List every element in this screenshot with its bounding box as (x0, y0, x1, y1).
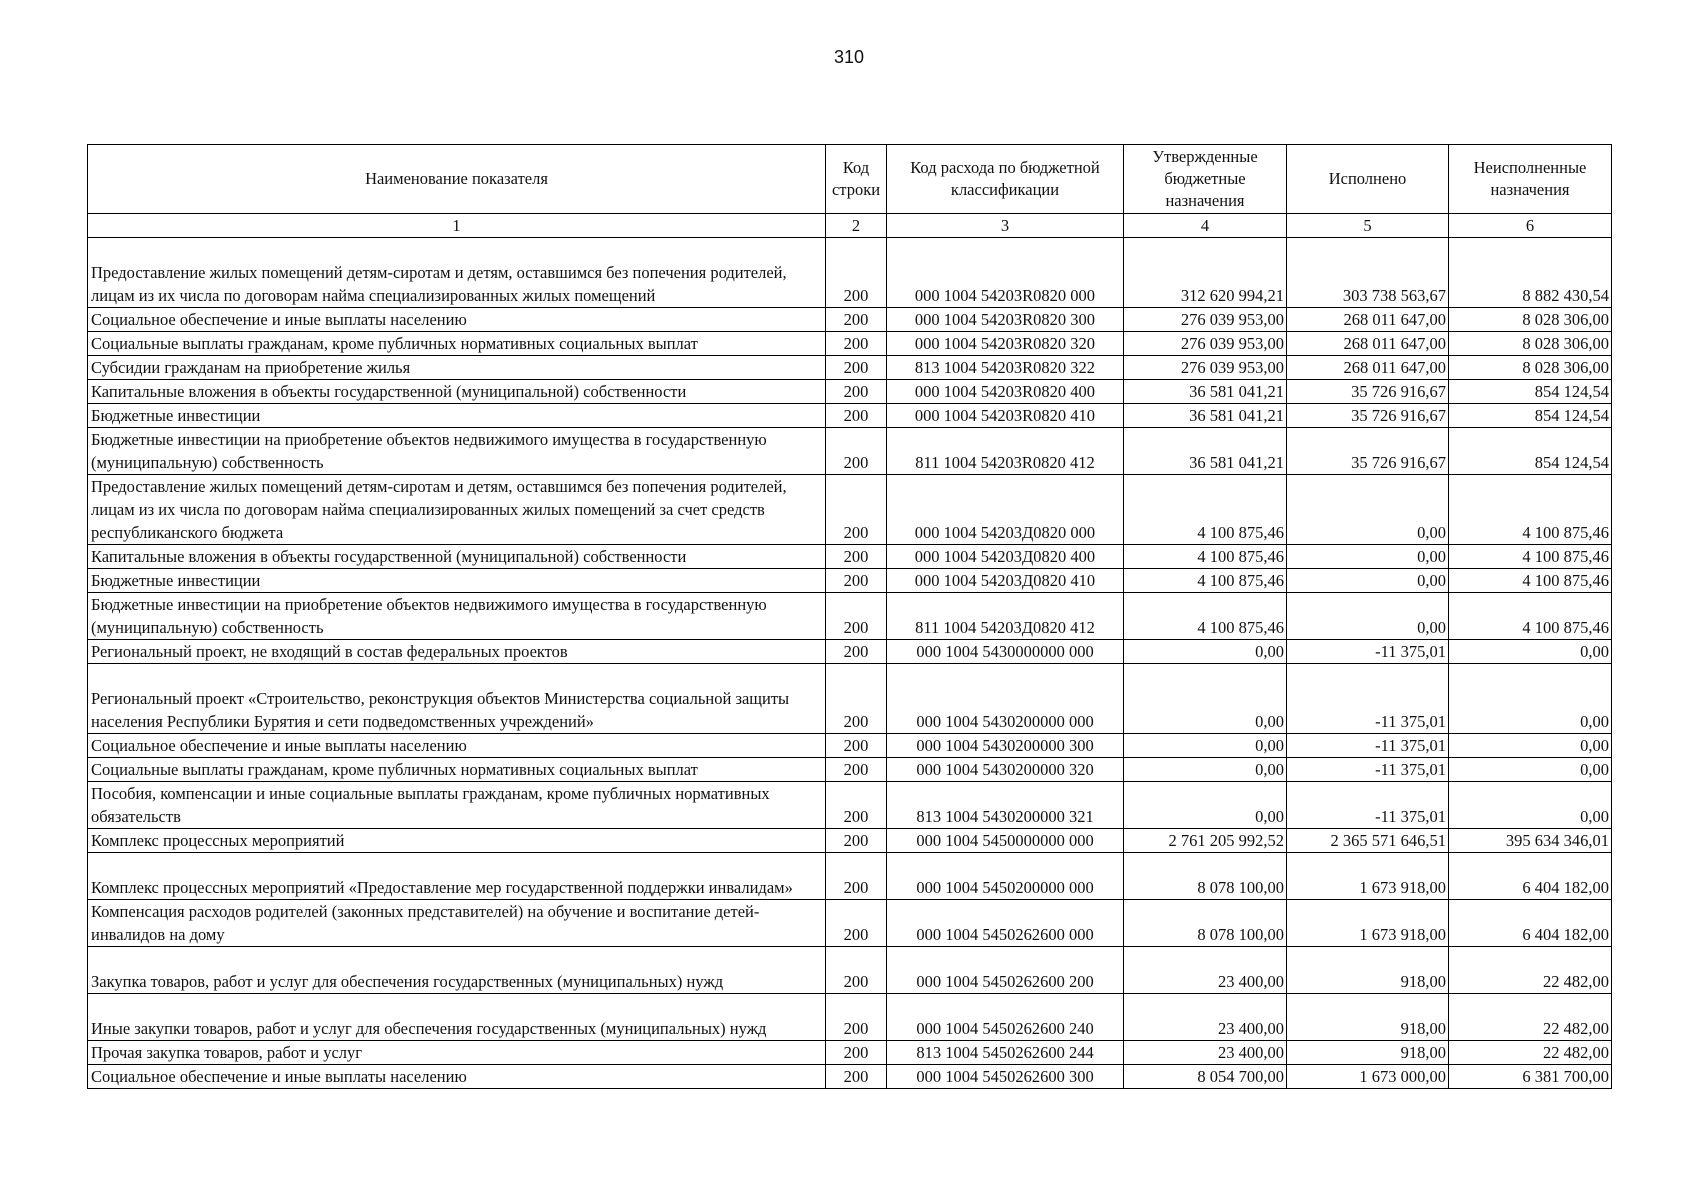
header-executed: Исполнено (1287, 145, 1449, 214)
row-approved: 276 039 953,00 (1124, 308, 1287, 332)
header-line-code: Код строки (826, 145, 887, 214)
row-line-code: 200 (826, 593, 887, 640)
row-remaining: 6 404 182,00 (1449, 853, 1612, 900)
row-kbk: 000 1004 5430000000 000 (887, 640, 1124, 664)
table-row (88, 380, 1612, 404)
row-remaining: 4 100 875,46 (1449, 475, 1612, 545)
row-line-code: 200 (826, 829, 887, 853)
column-number: 5 (1287, 214, 1449, 238)
row-name: Социальные выплаты гражданам, кроме публичных нормативных социальных выплат (88, 332, 826, 356)
row-approved: 8 054 700,00 (1124, 1065, 1287, 1089)
table-row (88, 569, 1612, 593)
row-approved: 276 039 953,00 (1124, 332, 1287, 356)
row-name: Пособия, компенсации и иные социальные выплаты гражданам, кроме публичных нормативных обязательств (88, 782, 826, 829)
row-executed: -11 375,01 (1287, 734, 1449, 758)
row-line-code: 200 (826, 569, 887, 593)
row-remaining: 0,00 (1449, 758, 1612, 782)
row-executed: 268 011 647,00 (1287, 308, 1449, 332)
row-approved: 8 078 100,00 (1124, 900, 1287, 947)
row-executed: 0,00 (1287, 569, 1449, 593)
row-name: Бюджетные инвестиции (88, 404, 826, 428)
row-kbk: 000 1004 54203R0820 320 (887, 332, 1124, 356)
row-kbk: 813 1004 5430200000 321 (887, 782, 1124, 829)
row-name: Социальное обеспечение и иные выплаты населению (88, 1065, 826, 1089)
row-executed: 303 738 563,67 (1287, 238, 1449, 308)
row-remaining: 22 482,00 (1449, 994, 1612, 1041)
row-approved: 4 100 875,46 (1124, 475, 1287, 545)
row-approved: 23 400,00 (1124, 994, 1287, 1041)
table-row (88, 782, 1612, 829)
row-line-code: 200 (826, 947, 887, 994)
table-row (88, 947, 1612, 994)
row-executed: 1 673 918,00 (1287, 853, 1449, 900)
row-executed: 0,00 (1287, 545, 1449, 569)
row-remaining: 22 482,00 (1449, 947, 1612, 994)
row-name: Комплекс процессных мероприятий «Предоставление мер государственной поддержки инвалидам» (88, 853, 826, 900)
table-row (88, 593, 1612, 640)
row-name: Предоставление жилых помещений детям-сиротам и детям, оставшимся без попечения родителей, лицам из их числа по договорам найма специализированных жилых помещений (88, 238, 826, 308)
row-line-code: 200 (826, 380, 887, 404)
row-name: Социальное обеспечение и иные выплаты населению (88, 308, 826, 332)
row-name: Капитальные вложения в объекты государственной (муниципальной) собственности (88, 545, 826, 569)
row-remaining: 0,00 (1449, 640, 1612, 664)
row-approved: 312 620 994,21 (1124, 238, 1287, 308)
row-executed: -11 375,01 (1287, 640, 1449, 664)
row-line-code: 200 (826, 782, 887, 829)
column-number: 6 (1449, 214, 1612, 238)
row-kbk: 000 1004 5450262600 200 (887, 947, 1124, 994)
row-line-code: 200 (826, 1041, 887, 1065)
row-approved: 0,00 (1124, 734, 1287, 758)
row-approved: 23 400,00 (1124, 947, 1287, 994)
row-line-code: 200 (826, 734, 887, 758)
row-approved: 4 100 875,46 (1124, 569, 1287, 593)
row-name: Социальное обеспечение и иные выплаты населению (88, 734, 826, 758)
row-executed: 35 726 916,67 (1287, 404, 1449, 428)
row-name: Капитальные вложения в объекты государственной (муниципальной) собственности (88, 380, 826, 404)
row-name: Субсидии гражданам на приобретение жилья (88, 356, 826, 380)
row-remaining: 0,00 (1449, 782, 1612, 829)
row-kbk: 000 1004 5430200000 320 (887, 758, 1124, 782)
row-approved: 276 039 953,00 (1124, 356, 1287, 380)
row-executed: 0,00 (1287, 475, 1449, 545)
row-approved: 2 761 205 992,52 (1124, 829, 1287, 853)
row-kbk: 000 1004 5450262600 000 (887, 900, 1124, 947)
row-kbk: 000 1004 5430200000 300 (887, 734, 1124, 758)
row-remaining: 395 634 346,01 (1449, 829, 1612, 853)
table-row (88, 308, 1612, 332)
table-row (88, 428, 1612, 475)
row-name: Компенсация расходов родителей (законных представителей) на обучение и воспитание детей-инвалидов на дому (88, 900, 826, 947)
table-row (88, 829, 1612, 853)
row-name: Предоставление жилых помещений детям-сиротам и детям, оставшимся без попечения родителей, лицам из их числа по договорам найма специализированных жилых помещений за счет средств республиканского бюджета (88, 475, 826, 545)
budget-execution-table (87, 144, 1612, 1089)
row-remaining: 854 124,54 (1449, 404, 1612, 428)
row-line-code: 200 (826, 900, 887, 947)
row-executed: 0,00 (1287, 593, 1449, 640)
table-row (88, 758, 1612, 782)
column-number: 4 (1124, 214, 1287, 238)
row-line-code: 200 (826, 664, 887, 734)
row-remaining: 8 028 306,00 (1449, 308, 1612, 332)
table-row (88, 332, 1612, 356)
row-approved: 4 100 875,46 (1124, 593, 1287, 640)
row-line-code: 200 (826, 1065, 887, 1089)
row-kbk: 000 1004 54203Д0820 000 (887, 475, 1124, 545)
table-row (88, 734, 1612, 758)
header-name: Наименование показателя (88, 145, 826, 214)
row-kbk: 000 1004 5450262600 240 (887, 994, 1124, 1041)
row-name: Бюджетные инвестиции (88, 569, 826, 593)
row-approved: 23 400,00 (1124, 1041, 1287, 1065)
row-name: Региональный проект, не входящий в состав федеральных проектов (88, 640, 826, 664)
row-executed: 35 726 916,67 (1287, 428, 1449, 475)
row-executed: 918,00 (1287, 994, 1449, 1041)
row-executed: 35 726 916,67 (1287, 380, 1449, 404)
row-remaining: 0,00 (1449, 664, 1612, 734)
table-row (88, 238, 1612, 308)
row-approved: 8 078 100,00 (1124, 853, 1287, 900)
row-executed: 918,00 (1287, 1041, 1449, 1065)
row-remaining: 8 028 306,00 (1449, 356, 1612, 380)
row-kbk: 000 1004 54203R0820 300 (887, 308, 1124, 332)
table-header-row (88, 145, 1612, 214)
row-name: Региональный проект «Строительство, реконструкция объектов Министерства социальной защиты населения Республики Бурятия и сети подведомственных учреждений» (88, 664, 826, 734)
row-executed: 2 365 571 646,51 (1287, 829, 1449, 853)
row-line-code: 200 (826, 332, 887, 356)
row-remaining: 4 100 875,46 (1449, 593, 1612, 640)
row-approved: 0,00 (1124, 664, 1287, 734)
row-executed: 268 011 647,00 (1287, 332, 1449, 356)
row-kbk: 000 1004 54203R0820 400 (887, 380, 1124, 404)
row-kbk: 813 1004 54203R0820 322 (887, 356, 1124, 380)
row-approved: 36 581 041,21 (1124, 380, 1287, 404)
row-executed: 1 673 000,00 (1287, 1065, 1449, 1089)
column-number: 2 (826, 214, 887, 238)
table-row (88, 900, 1612, 947)
row-name: Комплекс процессных мероприятий (88, 829, 826, 853)
row-line-code: 200 (826, 404, 887, 428)
row-approved: 0,00 (1124, 758, 1287, 782)
row-remaining: 854 124,54 (1449, 428, 1612, 475)
row-executed: 1 673 918,00 (1287, 900, 1449, 947)
row-approved: 36 581 041,21 (1124, 404, 1287, 428)
row-line-code: 200 (826, 853, 887, 900)
row-name: Прочая закупка товаров, работ и услуг (88, 1041, 826, 1065)
table-row (88, 356, 1612, 380)
row-line-code: 200 (826, 758, 887, 782)
row-executed: 918,00 (1287, 947, 1449, 994)
row-kbk: 000 1004 5450000000 000 (887, 829, 1124, 853)
column-number: 3 (887, 214, 1124, 238)
table-row (88, 994, 1612, 1041)
table-row (88, 1065, 1612, 1089)
row-approved: 0,00 (1124, 640, 1287, 664)
row-remaining: 8 028 306,00 (1449, 332, 1612, 356)
table-row (88, 664, 1612, 734)
row-kbk: 811 1004 54203Д0820 412 (887, 593, 1124, 640)
row-remaining: 8 882 430,54 (1449, 238, 1612, 308)
table-row (88, 475, 1612, 545)
row-name: Закупка товаров, работ и услуг для обеспечения государственных (муниципальных) нужд (88, 947, 826, 994)
row-line-code: 200 (826, 356, 887, 380)
row-executed: 268 011 647,00 (1287, 356, 1449, 380)
row-name: Бюджетные инвестиции на приобретение объектов недвижимого имущества в государственную (муниципальную) собственность (88, 593, 826, 640)
row-line-code: 200 (826, 545, 887, 569)
row-kbk: 000 1004 5430200000 000 (887, 664, 1124, 734)
row-kbk: 000 1004 54203R0820 410 (887, 404, 1124, 428)
table-row (88, 1041, 1612, 1065)
row-remaining: 4 100 875,46 (1449, 545, 1612, 569)
column-number: 1 (88, 214, 826, 238)
row-line-code: 200 (826, 475, 887, 545)
row-line-code: 200 (826, 238, 887, 308)
row-approved: 36 581 041,21 (1124, 428, 1287, 475)
row-kbk: 000 1004 54203R0820 000 (887, 238, 1124, 308)
header-kbk: Код расхода по бюджетной классификации (887, 145, 1124, 214)
row-kbk: 000 1004 54203Д0820 410 (887, 569, 1124, 593)
row-approved: 4 100 875,46 (1124, 545, 1287, 569)
row-kbk: 000 1004 5450262600 300 (887, 1065, 1124, 1089)
row-kbk: 811 1004 54203R0820 412 (887, 428, 1124, 475)
row-remaining: 854 124,54 (1449, 380, 1612, 404)
row-remaining: 22 482,00 (1449, 1041, 1612, 1065)
row-remaining: 4 100 875,46 (1449, 569, 1612, 593)
row-name: Социальные выплаты гражданам, кроме публичных нормативных социальных выплат (88, 758, 826, 782)
row-remaining: 6 381 700,00 (1449, 1065, 1612, 1089)
row-executed: -11 375,01 (1287, 782, 1449, 829)
row-remaining: 0,00 (1449, 734, 1612, 758)
row-executed: -11 375,01 (1287, 664, 1449, 734)
table-row (88, 404, 1612, 428)
row-line-code: 200 (826, 994, 887, 1041)
header-approved: Утвержденные бюджетные назначения (1124, 145, 1287, 214)
row-executed: -11 375,01 (1287, 758, 1449, 782)
table-row (88, 640, 1612, 664)
row-line-code: 200 (826, 640, 887, 664)
row-kbk: 000 1004 54203Д0820 400 (887, 545, 1124, 569)
column-number-row (88, 214, 1612, 238)
row-name: Иные закупки товаров, работ и услуг для обеспечения государственных (муниципальных) нужд (88, 994, 826, 1041)
row-kbk: 813 1004 5450262600 244 (887, 1041, 1124, 1065)
table-row (88, 545, 1612, 569)
header-remaining: Неисполненные назначения (1449, 145, 1612, 214)
page-number: 310 (833, 47, 865, 67)
row-name: Бюджетные инвестиции на приобретение объектов недвижимого имущества в государственную (муниципальную) собственность (88, 428, 826, 475)
row-line-code: 200 (826, 308, 887, 332)
row-approved: 0,00 (1124, 782, 1287, 829)
row-remaining: 6 404 182,00 (1449, 900, 1612, 947)
table-row (88, 853, 1612, 900)
row-line-code: 200 (826, 428, 887, 475)
row-kbk: 000 1004 5450200000 000 (887, 853, 1124, 900)
